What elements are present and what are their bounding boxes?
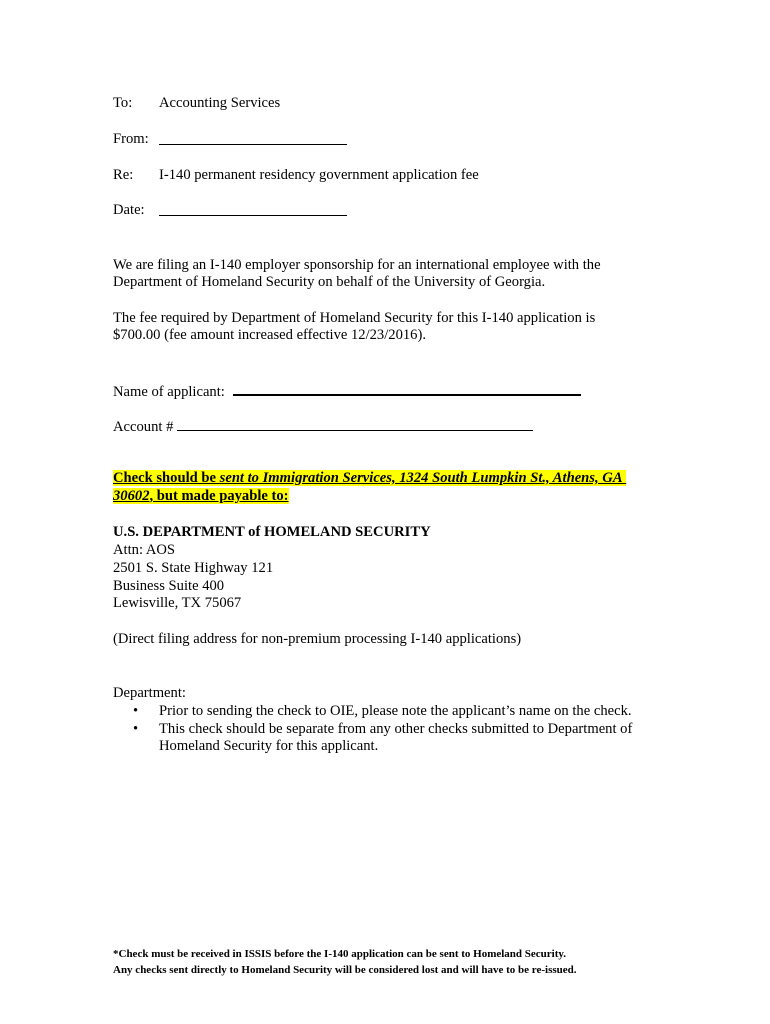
- payee-attn: Attn: AOS: [113, 542, 176, 558]
- bullet-1-text: Prior to sending the check to OIE, please note the applicant’s name on the check.: [159, 703, 632, 719]
- para2-line1: The fee required by Department of Homeland Security for this I-140 application is: [113, 310, 596, 326]
- applicant-label: Name of applicant:: [113, 384, 225, 400]
- account-blank-line[interactable]: [177, 419, 533, 435]
- re-label: Re:: [113, 167, 134, 183]
- check-notice-suffix: , but made payable to:: [149, 488, 289, 504]
- check-notice-address: sent to Immigration Services, 1324 South Lumpkin St., Athens, GA: [219, 470, 623, 486]
- check-notice-line1: [113, 469, 626, 487]
- from-label: From:: [113, 131, 149, 147]
- payee-suite: Business Suite 400: [113, 578, 225, 594]
- bullet-2-text-line2: Homeland Security for this applicant.: [159, 738, 379, 754]
- check-notice-line2: [113, 487, 289, 505]
- payee-street: 2501 S. State Highway 121: [113, 560, 274, 576]
- to-value: Accounting Services: [159, 95, 281, 111]
- to-label: To:: [113, 95, 133, 111]
- re-value: I-140 permanent residency government application fee: [159, 167, 479, 183]
- account-label: Account #: [113, 419, 174, 435]
- para2-line2: $700.00 (fee amount increased effective 12/23/2016).: [113, 327, 426, 343]
- applicant-blank-line[interactable]: [233, 384, 581, 400]
- para1-line1: We are filing an I-140 employer sponsorship for an international employee with the: [113, 257, 601, 273]
- from-blank-line[interactable]: [159, 130, 347, 150]
- check-notice-zip: 30602: [113, 488, 150, 504]
- department-label: Department:: [113, 685, 186, 701]
- check-notice-prefix: Check should be: [113, 470, 220, 486]
- account-row: [113, 416, 533, 436]
- footer-line1: *Check must be received in ISSIS before the I-140 application can be sent to Homeland Security.: [113, 948, 567, 960]
- payee-name: U.S. DEPARTMENT of HOMELAND SECURITY: [113, 524, 431, 540]
- date-blank-line[interactable]: [159, 201, 347, 221]
- para1-line2: Department of Homeland Security on behalf of the University of Georgia.: [113, 274, 546, 290]
- payee-note: (Direct filing address for non-premium processing I-140 applications): [113, 631, 522, 647]
- footer-line2: Any checks sent directly to Homeland Security will be considered lost and will have to be re-issued.: [113, 964, 577, 976]
- bullet-2-text-line1: This check should be separate from any other checks submitted to Department of: [159, 721, 633, 737]
- payee-city: Lewisville, TX 75067: [113, 595, 242, 611]
- bullet-icon: •: [133, 703, 139, 719]
- bullet-icon: •: [133, 721, 139, 737]
- applicant-row: [113, 380, 581, 401]
- date-label: Date:: [113, 202, 145, 218]
